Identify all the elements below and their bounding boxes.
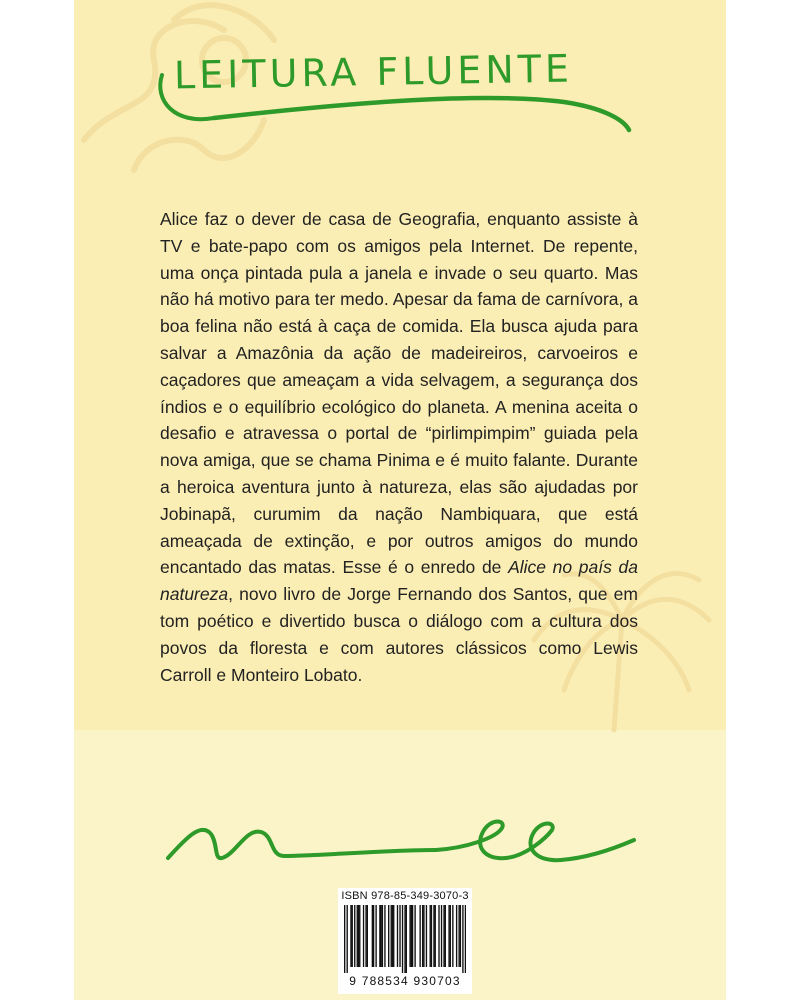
barcode-bar xyxy=(352,905,353,967)
barcode-bar xyxy=(452,905,453,967)
squiggle-ornament-icon xyxy=(166,808,636,878)
barcode-bar xyxy=(358,905,359,967)
barcode-bar xyxy=(347,905,348,973)
series-title-text: LEITURA FLUENTE xyxy=(173,46,574,98)
barcode-bar xyxy=(391,905,392,967)
blurb-paragraph xyxy=(160,206,638,688)
barcode-bar xyxy=(414,905,415,967)
barcode-bar xyxy=(373,905,374,967)
barcode-bar xyxy=(382,905,383,967)
barcode-bar xyxy=(465,905,466,973)
barcode-bar xyxy=(388,905,389,967)
barcode xyxy=(338,888,472,994)
barcode-bar xyxy=(443,905,444,967)
barcode-bar xyxy=(456,905,457,967)
barcode-bar xyxy=(402,905,403,973)
barcode-bar xyxy=(462,905,463,973)
barcode-bar xyxy=(433,905,434,967)
barcode-bar xyxy=(423,905,424,967)
barcode-bar xyxy=(354,905,355,967)
barcode-bar xyxy=(406,905,407,973)
barcode-bars xyxy=(344,905,466,973)
barcode-bar xyxy=(441,905,442,967)
barcode-bar xyxy=(365,905,366,967)
barcode-bar xyxy=(448,905,449,967)
barcode-bar xyxy=(431,905,432,967)
barcode-bar xyxy=(460,905,461,967)
blurb-text-start: Alice faz o dever de casa de Geografia, enquanto assiste à TV e bate-papo com os amigos pela Internet. De repente, uma onça pintada pula a janela e invade o seu quarto. Mas não há motivo para ter medo. Apesar da fama de carnívora, a boa felina não está à caça de comida. Ela busca ajuda para salvar a Amazônia da ação de madeireiros, carvoeiros e caçadores que ameaçam a vida selvagem, a segurança dos índios e o equilíbrio ecológico do planeta. A menina aceita o desafio e atravessa o portal de “pirlimpimpim” guiada pela nova amiga, que se chama Pinima e é muito falante. Durante a heroica aventura junto à natureza, elas são ajudadas por Jobinapã, curumim da nação Nambiquara, que está ameaçada de extinção, e por outros amigos do mundo encantado das matas. Esse é o enredo de xyxy=(160,209,638,578)
barcode-bar xyxy=(375,905,376,967)
series-title xyxy=(154,30,654,140)
barcode-bar xyxy=(350,905,351,967)
barcode-bar xyxy=(372,905,373,967)
barcode-bar xyxy=(409,905,410,967)
isbn-label: ISBN 978-85-349-3070-3 xyxy=(341,890,469,902)
barcode-bar xyxy=(445,905,446,967)
barcode-bar xyxy=(379,905,380,967)
barcode-bar xyxy=(344,905,345,973)
barcode-bar xyxy=(438,905,439,967)
barcode-bar xyxy=(357,905,358,967)
barcode-bar xyxy=(458,905,459,967)
barcode-bar xyxy=(411,905,412,967)
barcode-bar xyxy=(399,905,400,967)
barcode-bar xyxy=(393,905,394,967)
back-cover xyxy=(74,0,726,1000)
barcode-bar xyxy=(392,905,393,967)
barcode-bar xyxy=(412,905,413,967)
barcode-bar xyxy=(359,905,360,967)
barcode-digits: 9 788534 930703 xyxy=(349,974,461,988)
barcode-bar xyxy=(419,905,420,967)
barcode-bar xyxy=(384,905,385,967)
blurb-text-end: , novo livro de Jorge Fernando dos Santos, que em tom poético e divertido busca o diálogo com a cultura dos povos da floresta e com autores clássicos como Lewis Carroll e Monteiro Lobato. xyxy=(160,584,638,685)
barcode-bar xyxy=(367,905,368,967)
barcode-bar xyxy=(363,905,364,967)
barcode-bar xyxy=(450,905,451,967)
book-title-italic: Alice no país da natureza xyxy=(160,557,638,605)
barcode-bar xyxy=(404,905,405,973)
barcode-bar xyxy=(430,905,431,967)
barcode-bar xyxy=(435,905,436,967)
barcode-bar xyxy=(380,905,381,967)
barcode-bar xyxy=(397,905,398,967)
barcode-bar xyxy=(422,905,423,967)
barcode-bar xyxy=(426,905,427,967)
